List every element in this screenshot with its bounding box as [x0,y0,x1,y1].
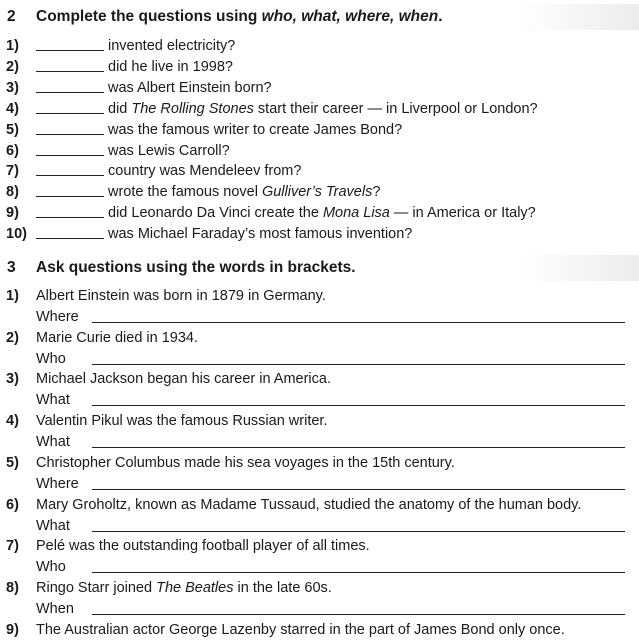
answer-blank[interactable] [36,134,104,135]
answer-blank[interactable] [36,92,104,93]
statement-text-part: Albert Einstein was born in 1879 in Germany. [36,288,326,304]
question-text-italic: The Rolling Stones [131,100,254,117]
statement-text-part: Mary Groholtz, known as Madame Tussaud, studied the anatomy of the human body. [36,496,582,513]
item-number: 4) [6,100,19,117]
statement-item [0,411,639,432]
question-item [0,141,639,162]
statement-item [0,453,639,474]
answer-rule[interactable] [92,489,625,490]
item-number: 5) [6,454,19,471]
statement-text [36,495,581,516]
question-text [108,36,235,57]
statement-text [36,453,455,474]
statement-text-part: The Australian actor George Lazenby starred in the part of James Bond only once. [36,621,565,638]
statement-text [36,536,370,557]
answer-rule[interactable] [92,405,625,406]
answer-blank[interactable] [36,217,104,218]
answer-line [0,307,639,328]
question-text-part: wrote the famous novel [108,184,262,201]
question-text-part: ? [372,184,381,201]
question-text-italic: Gulliver’s Travels [261,184,373,201]
answer-line [0,349,639,370]
statement-text-italic: The Beatles [156,579,234,596]
item-number: 1) [6,38,19,54]
exercise-3-heading [0,255,639,281]
question-item [0,203,639,224]
statement-text-part: Pelé was the outstanding football player of all times. [36,538,370,555]
question-text-part: was Lewis Carroll? [108,142,230,159]
statement-item [0,578,639,599]
item-number: 9) [6,621,19,638]
statement-item [0,286,639,307]
item-number: 9) [6,205,19,222]
statement-item [0,369,639,390]
question-word: What [36,434,70,451]
question-text [108,182,380,203]
question-text [108,99,538,120]
item-number: 3) [6,371,19,388]
answer-rule[interactable] [92,614,625,615]
question-item [0,120,639,141]
question-word: What [36,392,70,409]
answer-rule[interactable] [92,572,625,573]
answer-blank[interactable] [36,175,104,176]
statement-text-part: in the late 60s. [233,579,332,596]
exercise-number: 2 [7,8,16,25]
item-number: 1) [6,288,19,304]
answer-rule[interactable] [92,364,625,365]
answer-blank[interactable] [36,155,104,156]
question-item [0,224,639,245]
question-text [108,224,412,245]
item-number: 7) [6,163,19,180]
question-item [0,182,639,203]
question-word: Where [36,309,79,325]
question-text-part: was Michael Faraday’s most famous invention? [108,226,413,243]
answer-line [0,432,639,453]
question-text [108,161,301,182]
question-text-part: invented electricity? [108,38,236,54]
statement-text [36,411,327,432]
question-text-italic: Mona Lisa [322,205,390,222]
exercise-number: 3 [7,259,16,276]
statement-text-part: Marie Curie died in 1934. [36,329,199,346]
question-item [0,57,639,78]
answer-line [0,390,639,411]
question-item [0,78,639,99]
question-word: What [36,517,70,534]
item-number: 7) [6,538,19,555]
question-text [108,203,536,224]
exercise-2-heading [0,4,639,30]
question-text-part: was the famous writer to create James Bond? [108,121,403,138]
statement-text [36,369,331,390]
statement-text [36,620,565,641]
answer-line [0,557,639,578]
question-word: When [36,600,74,617]
question-word: Who [36,559,66,576]
item-number: 5) [6,121,19,138]
question-text-part: country was Mendeleev from? [108,163,302,180]
answer-blank[interactable] [36,113,104,114]
question-word: Where [36,475,79,492]
statement-text-part: Valentin Pikul was the famous Russian writer. [36,413,328,430]
answer-rule[interactable] [92,447,625,448]
item-number: 2) [6,329,19,346]
item-number: 8) [6,579,19,596]
exercise-instruction: Ask questions using the words in brackets. [36,259,356,276]
question-text [108,120,402,141]
question-word: Who [36,350,66,367]
question-text-part: was Albert Einstein born? [108,79,272,96]
statement-item [0,328,639,349]
statement-item [0,495,639,516]
statement-text [36,578,332,599]
answer-blank[interactable] [36,196,104,197]
question-text [108,57,233,78]
item-number: 10) [6,226,27,243]
statement-item [0,536,639,557]
item-number: 8) [6,184,19,201]
item-number: 3) [6,79,19,96]
item-number: 2) [6,58,19,75]
answer-blank[interactable] [36,238,104,239]
answer-line [0,474,639,495]
question-item [0,36,639,57]
question-text-part: did he live in 1998? [108,58,233,75]
question-text-part: did [108,100,132,117]
item-number: 6) [6,496,19,513]
question-text [108,78,272,99]
statement-text-part: Ringo Starr joined [36,579,157,596]
exercise-instruction: Complete the questions using who, what, where, when. [36,8,443,25]
statement-text-part: Michael Jackson began his career in America. [36,371,331,388]
statement-text [36,286,326,307]
statement-text-part: Christopher Columbus made his sea voyages in the 15th century. [36,454,455,471]
answer-line [0,599,639,620]
question-text-part: did Leonardo Da Vinci create the [108,205,323,222]
answer-rule[interactable] [92,322,625,323]
question-text-part: start their career — in Liverpool or London? [253,100,538,117]
item-number: 4) [6,413,19,430]
question-text-part: — in America or Italy? [389,205,536,222]
statement-text [36,328,198,349]
answer-blank[interactable] [36,71,104,72]
question-text [108,141,230,162]
statement-item [0,620,639,641]
answer-line [0,516,639,537]
question-item [0,161,639,182]
question-item [0,99,639,120]
item-number: 6) [6,142,19,159]
answer-blank[interactable] [36,50,104,51]
answer-rule[interactable] [92,531,625,532]
